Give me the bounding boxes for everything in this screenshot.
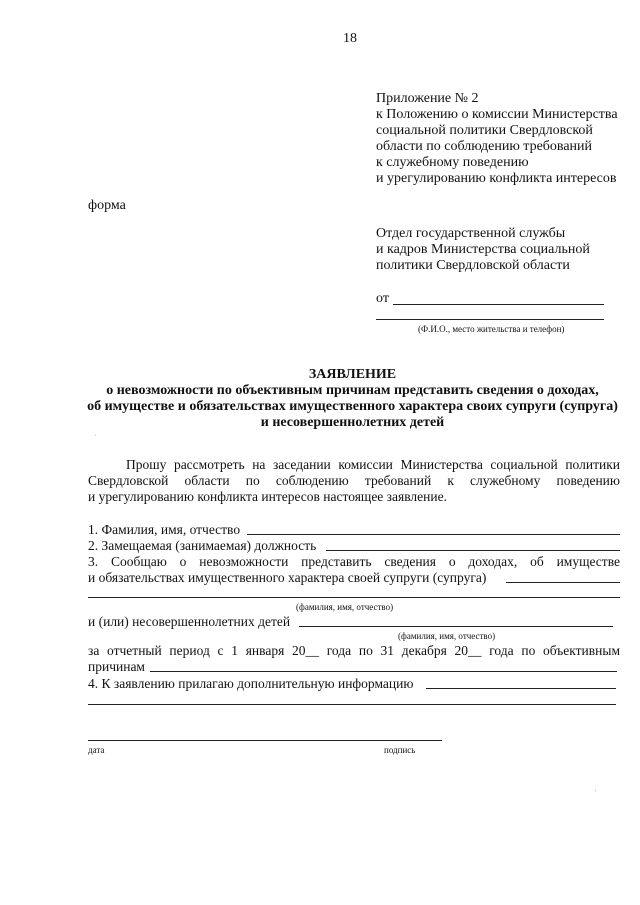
appendix-line: к служебному поведению [376,155,529,170]
reasons-field[interactable] [150,671,617,672]
intro-line: Прошу рассмотреть на заседании комиссии Министерства социальной политики [126,457,620,472]
spouse-field[interactable] [506,582,620,583]
item4-label: 4. К заявлению прилагаю дополнительную информацию [88,676,414,691]
fio-caption: (фамилия, имя, отчество) [296,602,394,612]
fio-field[interactable] [247,534,620,535]
intro-line: и урегулированию конфликта интересов настоящее заявление. [88,489,447,504]
title-line: о невозможности по объективным причинам представить сведения о доходах, [106,383,599,398]
appendix-line: к Положению о комиссии Министерства [376,107,618,122]
scan-speck [595,790,596,791]
children-field[interactable] [299,626,613,627]
signature-label: подпись [384,745,416,755]
addressee-line: и кадров Министерства социальной [376,242,590,257]
item1-label: 1. Фамилия, имя, отчество [88,522,243,538]
children-label: и (или) несовершеннолетних детей [88,614,291,629]
title-line: об имуществе и обязательствах имущественного характера своих супруги (супруга) [87,399,618,414]
from-field[interactable] [393,304,604,305]
addressee-line: Отдел государственной службы [376,226,566,241]
addressee-line: политики Свердловской области [376,258,570,273]
position-field[interactable] [326,550,620,551]
additional-info-field[interactable] [426,688,616,689]
appendix-line: Приложение № 2 [376,91,479,106]
scan-speck [95,435,96,436]
item2-label: 2. Замещаемая (занимаемая) должность [88,538,317,553]
additional-info-second-line[interactable] [88,704,616,705]
from-caption: (Ф.И.О., место жительства и телефон) [418,324,565,334]
item3-line: и обязательствах имущественного характера своей супруги (супруга) [88,570,487,585]
intro-line: Свердловской области по соблюдению требований к служебному поведению [88,473,620,488]
appendix-line: и урегулированию конфликта интересов [376,171,617,186]
form-label: форма [88,198,126,213]
fio-caption: (фамилия, имя, отчество) [398,631,496,641]
signature-line[interactable] [88,740,442,741]
item3-line: 3. Сообщаю о невозможности представить сведения о доходах, об имуществе [88,554,620,569]
period-line: за отчетный период с 1 января 20__ года по 31 декабря 20__ года по объективным [88,643,620,658]
appendix-line: области по соблюдению требований [376,139,593,154]
appendix-line: социальной политики Свердловской [376,123,593,138]
from-field-second-line[interactable] [376,319,604,320]
spouse-field-second-line[interactable] [88,597,620,598]
title-line: и несовершеннолетних детей [260,415,445,430]
page-number: 18 [343,31,357,46]
from-label: от [376,291,389,306]
date-label: дата [88,745,105,755]
period-line: причинам [88,659,145,674]
title-heading: ЗАЯВЛЕНИЕ [308,367,397,382]
